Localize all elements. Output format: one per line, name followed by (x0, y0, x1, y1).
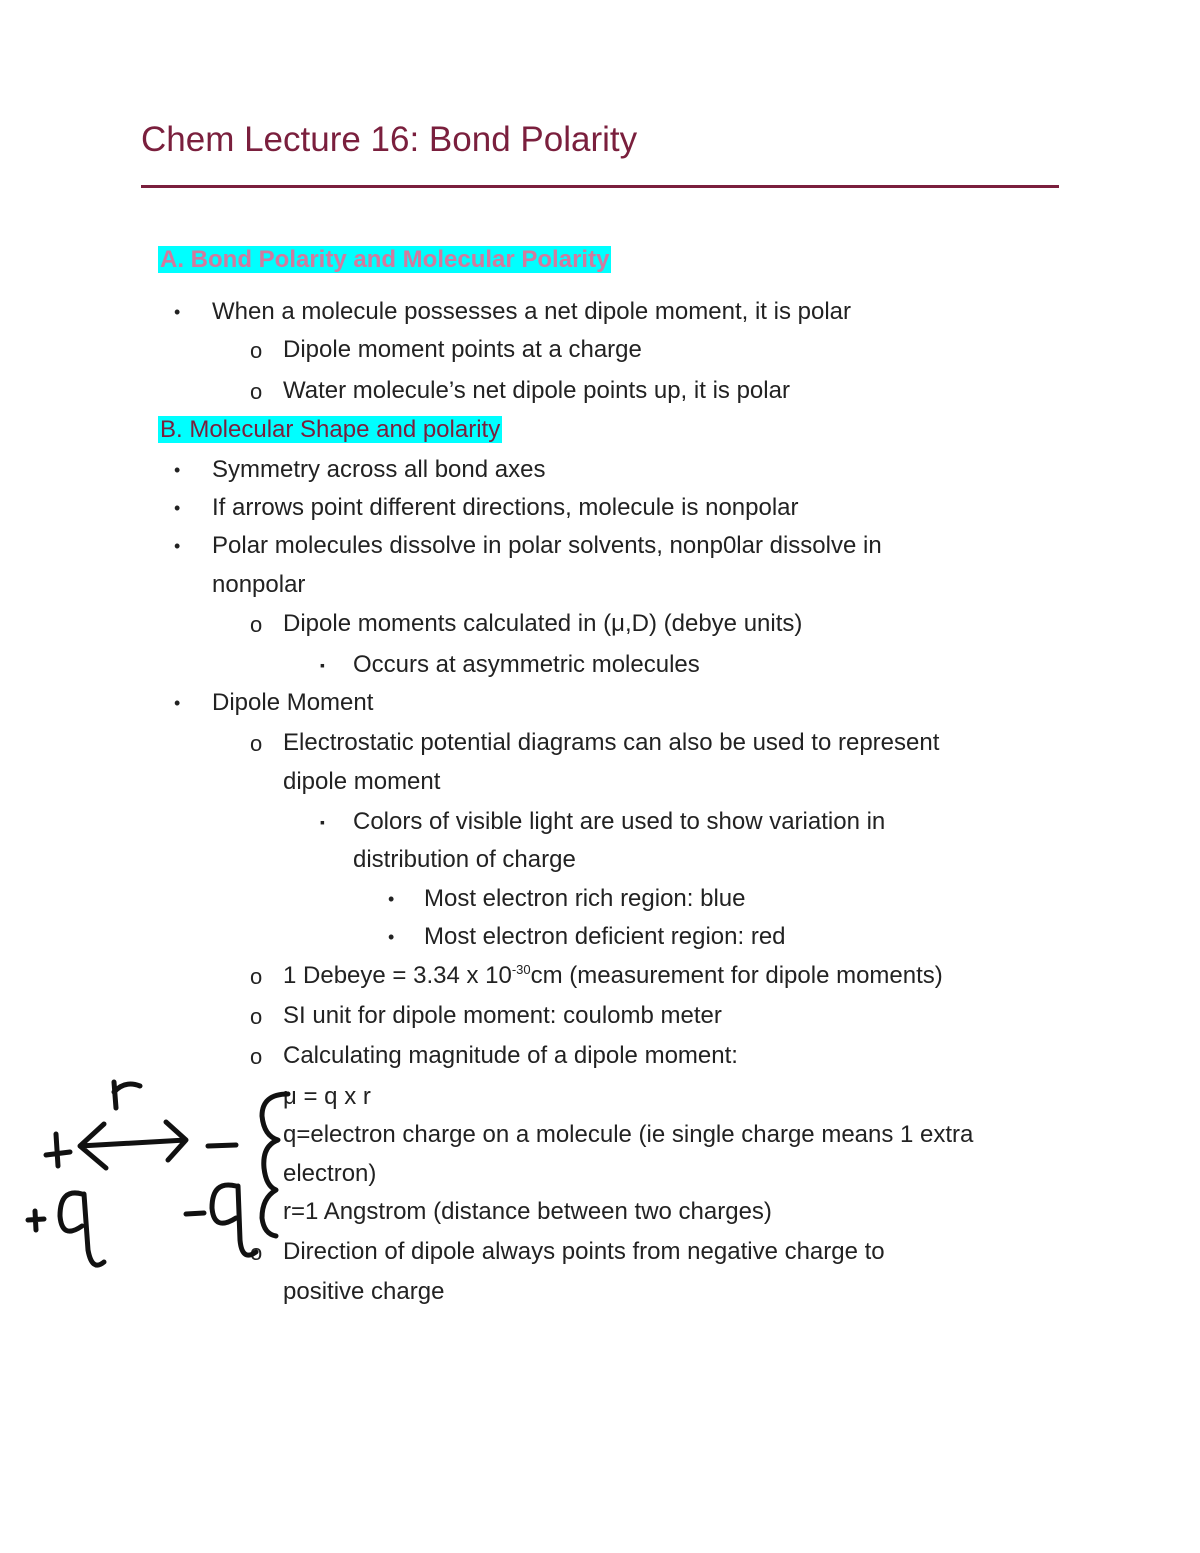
hand-q-right (212, 1185, 256, 1255)
line-si-unit: SI unit for dipole moment: coulomb meter (283, 1002, 722, 1029)
bullet-circle: o (250, 1004, 263, 1029)
bullet-circle: o (250, 338, 263, 363)
bullet-dot: • (174, 460, 181, 480)
hand-r (114, 1082, 140, 1108)
bullet-dot: • (388, 927, 395, 947)
line-blue: Most electron rich region: blue (424, 885, 746, 912)
bullet-square: ▪ (320, 814, 325, 830)
bullet-dot: • (174, 498, 181, 518)
section-b-label: B. Molecular Shape and polarity (160, 416, 501, 443)
line-debye-units: Dipole moments calculated in (μ,D) (debye units) (283, 610, 803, 637)
bullet-circle: o (250, 379, 263, 404)
line-dipole-moment: Dipole Moment (212, 689, 374, 716)
line-colors-cont: distribution of charge (353, 846, 576, 873)
line-dissolve-cont: nonpolar (212, 571, 306, 598)
line-formula: μ = q x r (283, 1083, 371, 1110)
section-a-label: A. Bond Polarity and Molecular Polarity (160, 246, 610, 273)
bullet-circle: o (250, 731, 263, 756)
line-colors: Colors of visible light are used to show variation in (353, 808, 886, 835)
hand-minus (208, 1145, 236, 1146)
line-magnitude: Calculating magnitude of a dipole moment: (283, 1042, 738, 1069)
hand-minus-q (186, 1213, 204, 1214)
hand-plus-q (28, 1211, 44, 1230)
bullet-circle: o (250, 1240, 263, 1265)
debeye-text: 1 Debeye = 3.34 x 10 (283, 962, 512, 989)
line-red: Most electron deficient region: red (424, 923, 786, 950)
line-arrows: If arrows point different directions, molecule is nonpolar (212, 494, 799, 521)
line-water: Water molecule’s net dipole points up, it is polar (283, 377, 790, 404)
hand-brace (262, 1094, 288, 1236)
line-net-dipole: When a molecule possesses a net dipole moment, it is polar (212, 298, 851, 325)
bullet-circle: o (250, 612, 263, 637)
bullet-dot: • (388, 889, 395, 909)
line-electrostatic: Electrostatic potential diagrams can also be used to represent (283, 729, 940, 756)
line-symmetry: Symmetry across all bond axes (212, 456, 546, 483)
page-title: Chem Lecture 16: Bond Polarity (141, 120, 638, 159)
debeye-exponent: -30 (511, 962, 531, 977)
hand-q-left (60, 1193, 104, 1265)
line-q-def: q=electron charge on a molecule (ie single charge means 1 extra (283, 1121, 974, 1148)
line-direction: Direction of dipole always points from negative charge to (283, 1238, 885, 1265)
line-r-def: r=1 Angstrom (distance between two charges) (283, 1198, 772, 1225)
bullet-square: ▪ (320, 657, 325, 673)
bullet-dot: • (174, 536, 181, 556)
hand-arrow (80, 1122, 186, 1168)
line-dissolve: Polar molecules dissolve in polar solvents, nonp0lar dissolve in (212, 532, 882, 559)
line-asymmetric: Occurs at asymmetric molecules (353, 651, 700, 678)
bullet-circle: o (250, 1044, 263, 1069)
line-electrostatic-cont: dipole moment (283, 768, 441, 795)
line-q-def-cont: electron) (283, 1160, 377, 1187)
debeye-text-post: cm (measurement for dipole moments) (530, 962, 943, 989)
line-dipole-points: Dipole moment points at a charge (283, 336, 642, 363)
bullet-dot: • (174, 693, 181, 713)
line-direction-cont: positive charge (283, 1278, 445, 1305)
hand-plus (46, 1134, 70, 1166)
bullet-circle: o (250, 964, 263, 989)
bullet-dot: • (174, 302, 181, 322)
